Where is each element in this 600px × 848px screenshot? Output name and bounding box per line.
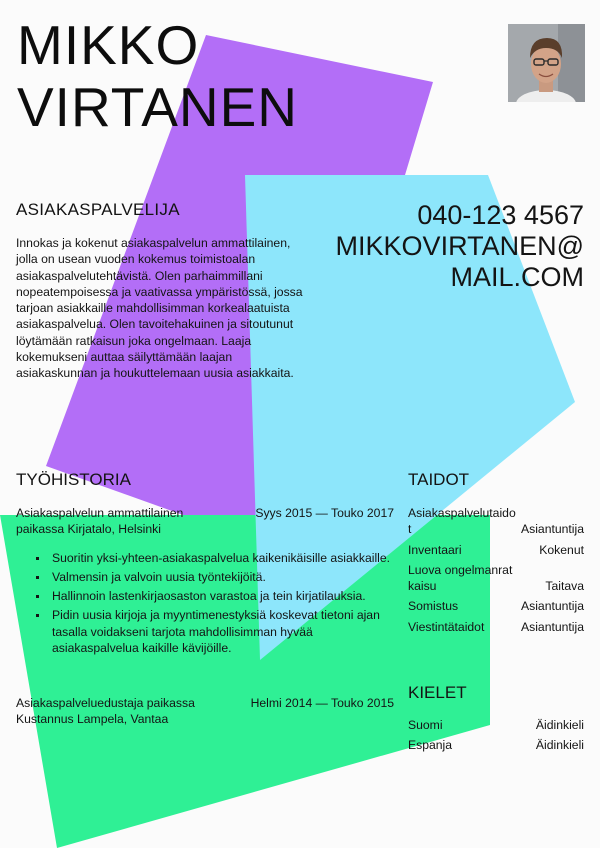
first-name: MIKKO xyxy=(17,14,200,76)
skills-heading: TAIDOT xyxy=(408,470,470,489)
skills-list xyxy=(408,505,584,639)
skill-level: Asiantuntija xyxy=(520,522,584,537)
job-bullet: Hallinnoin lastenkirjaosaston varastoa ja tein kirjatilauksia. xyxy=(52,588,394,604)
language-level: Äidinkieli xyxy=(535,718,584,732)
work-history-heading: TYÖHISTORIA xyxy=(16,470,131,489)
full-name xyxy=(17,14,298,138)
email-line-2[interactable]: MAIL.COM xyxy=(450,262,584,292)
job-title-1: Asiakaspalvelun ammattilainen paikassa Kirjatalo, Helsinki xyxy=(16,506,184,537)
job-dates-2: Helmi 2014 — Touko 2015 xyxy=(250,696,394,710)
skill-name: Asiakaspalvelutaidot xyxy=(408,506,516,537)
skill-row xyxy=(408,505,584,538)
job-title: ASIAKASPALVELIJA xyxy=(16,200,180,219)
job-entry-2 xyxy=(16,695,394,728)
job-bullets-1 xyxy=(16,550,394,657)
skill-name: Inventaari xyxy=(408,542,462,557)
contact-info xyxy=(336,200,584,293)
language-row xyxy=(408,717,584,733)
language-level: Äidinkieli xyxy=(535,738,584,753)
languages-list xyxy=(408,717,584,758)
skill-name: Luova ongelmanratkaisu xyxy=(408,562,513,594)
email-line-1[interactable]: MIKKOVIRTANEN@ xyxy=(335,231,584,261)
skill-name: Somistus xyxy=(408,599,459,614)
skill-level: Asiantuntija xyxy=(520,599,584,614)
languages-heading: KIELET xyxy=(408,683,467,702)
language-row xyxy=(408,737,584,753)
skill-row xyxy=(408,542,584,558)
job-dates-1: Syys 2015 — Touko 2017 xyxy=(255,506,394,520)
job-bullet: Pidin uusia kirjoja ja myyntimenestyksiä koskevat tietoni ajan tasalla voidakseni tarjota mahdollisimman hyvää asiakaspalvelua kaikille kävijöille. xyxy=(52,607,394,656)
job-bullet: Suoritin yksi-yhteen-asiakaspalvelua kaikenikäisille asiakkaille. xyxy=(52,550,394,566)
skill-level: Taitava xyxy=(545,579,584,594)
profile-summary: Innokas ja kokenut asiakaspalvelun ammattilainen, jolla on usean vuoden kokemus toimistoalan asiakaspalvelutehtävistä. Olen parhaimmillani nopeatempoisessa ja vaativassa ympäristössä, jossa tarjoan asiakkaille mahdollisimman korkealaatuista asiakaspalvelua. Olen tavoitehakuinen ja sitoutunut löytämään ratkaisun joka ongelmaan. Laaja kokemukseni auttaa säilyttämään laajan asiakaskunnan ja houkuttelemaan uusia asiakkaita. xyxy=(16,236,303,381)
job-entry-1 xyxy=(16,505,394,659)
profile-photo xyxy=(508,24,585,102)
skill-row xyxy=(408,598,584,614)
phone-number[interactable]: 040-123 4567 xyxy=(417,200,584,230)
skill-level: Asiantuntija xyxy=(520,619,584,634)
skill-level: Kokenut xyxy=(539,542,584,557)
language-name: Espanja xyxy=(408,738,453,753)
job-title-2: Asiakaspalveluedustaja paikassa Kustannus Lampela, Vantaa xyxy=(16,696,195,727)
skill-name: Viestintätaidot xyxy=(408,619,485,634)
language-name: Suomi xyxy=(408,718,443,732)
last-name: VIRTANEN xyxy=(17,76,299,138)
skill-row xyxy=(408,562,584,595)
job-bullet: Valmensin ja valvoin uusia työntekijöitä. xyxy=(52,569,394,585)
skill-row xyxy=(408,619,584,635)
